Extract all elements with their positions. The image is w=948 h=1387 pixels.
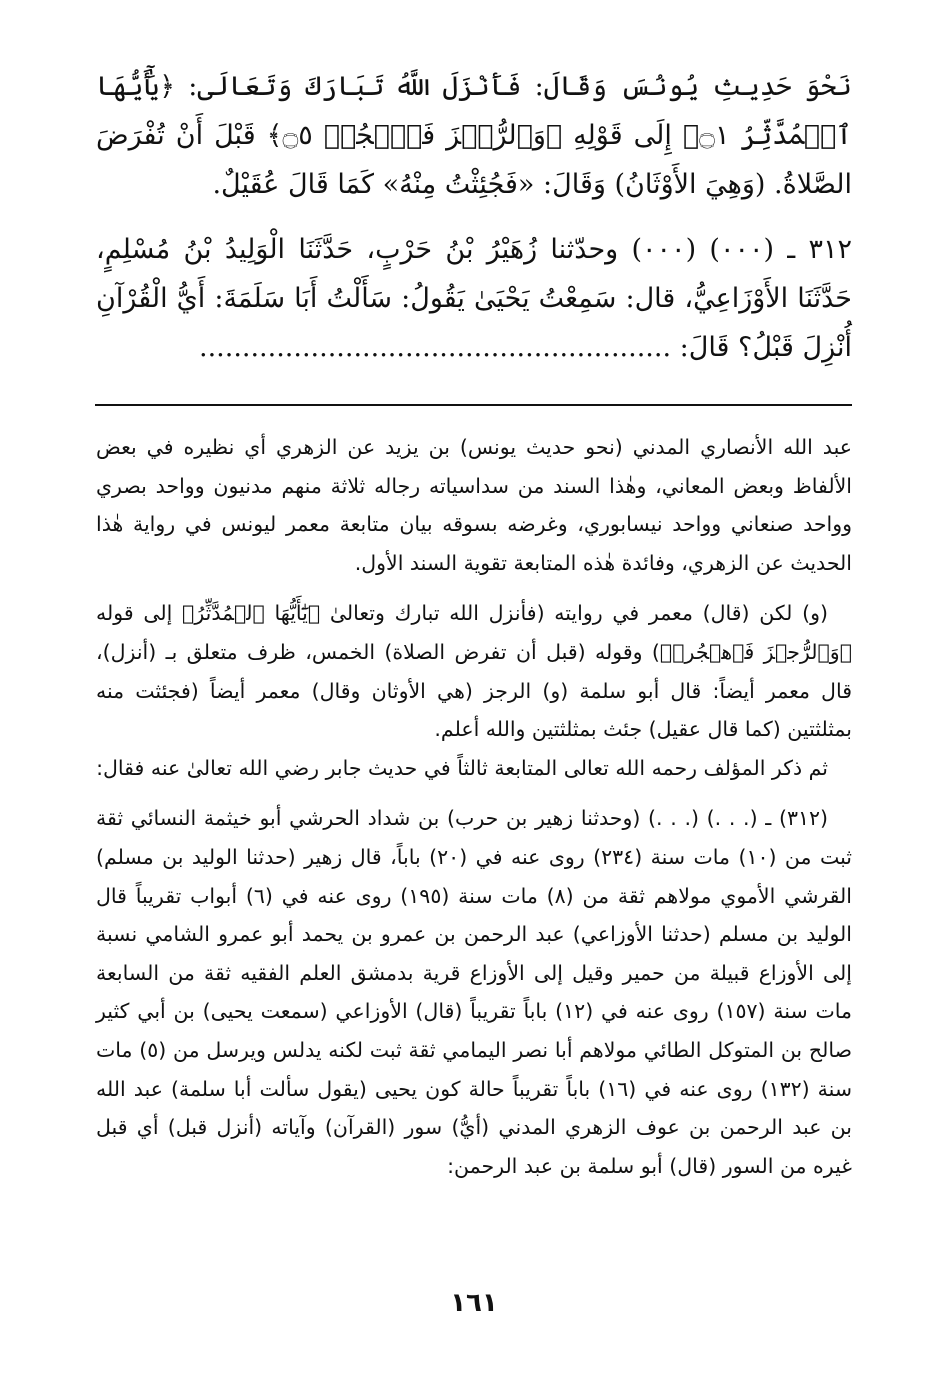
footnote-divider: [95, 404, 852, 406]
continuation-dots: .......................................................: [198, 332, 672, 363]
commentary-paragraph-1: عبد الله الأنصاري المدني (نحو حديث يونس) بن يزيد عن الزهري أي نظيره في بعض الألفاظ وبعض المعاني، وهٰذا السند من سداسياته رجاله ثلاثة منهم مدنيون وواحد بصري وواحد صنعاني وواحد نيسابوري، وغرضه بسوقه بيان متابعة معمر ليونس في رواية هٰذا الحديث عن الزهري، وفائدة هٰذه المتابعة تقوية السند الأول.: [96, 435, 852, 575]
commentary-paragraph-4: (٣١٢) ـ (. . .) (. . .) (وحدثنا زهير بن حرب) بن شداد الحرشي أبو خيثمة النسائي ثقة ثبت من (١٠) مات سنة (٢٣٤) روى عنه في (٢٠) باباً، قال زهير (حدثنا الوليد بن مسلم) القرشي الأموي مولاهم ثقة من (٨) مات سنة (١٩٥) روى عنه في (٦) أبواب تقريباً قال الوليد بن مسلم (حدثنا الأوزاعي) عبد الرحمن بن عمرو بن يحمد أبو عمرو الشامي نسبة إلى الأوزاع قبيلة من حمير وقيل إلى الأوزاع قرية بدمشق العلم الفقيه ثقة من السابعة مات سنة (١٥٧) روى عنه في (١٢) باباً تقريباً (قال) الأوزاعي (سمعت يحيى) بن أبي كثير صالح بن المتوكل الطائي مولاهم أبا نصر اليمامي ثقة ثبت لكنه يدلس ويرسل من (٥) مات سنة (١٣٢) روى عنه في (١٦) باباً تقريباً حالة كون يحيى (يقول سألت أبا سلمة) عبد الله بن عبد الرحمن بن عوف الزهري المدني (أيُّ) سور (القرآن) وآياته (أنزل قبل) أي قبل غيره من السور (قال) أبو سلمة بن عبد الرحمن:: [96, 806, 852, 1178]
hadith-paragraph-2-text: ٣١٢ ـ (٠٠٠) (٠٠٠) وحدّثنا زُهَيْرُ بْنُ حَرْبٍ، حَدَّثَنَا الْوَلِيدُ بْنُ مُسْلِمٍ، حَدَّثَنَا الأَوْزَاعِيُّ، قال: سَمِعْتُ يَحْيَىٰ يَقُولُ: سَأَلْتُ أَبَا سَلَمَةَ: أَيُّ الْقُرْآنِ أُنْزِلَ قَبْلُ؟ قَالَ:: [96, 234, 853, 363]
hadith-text: [96, 62, 852, 372]
commentary-paragraph-3: ثم ذكر المؤلف رحمه الله تعالى المتابعة ثالثاً في حديث جابر رضي الله تعالىٰ عنه فقال:: [96, 755, 828, 780]
commentary-paragraph-2: (و) لكن (قال) معمر في روايته (فأنزل الله تبارك وتعالىٰ ﴿يَٰٓأَيُّهَا ٱلۡمُدَّثِّرُ﴾ إلى قوله ﴿وَٱلرُّجۡزَ فَٱهۡجُرۡ﴾) وقوله (قبل أن تفرض الصلاة) الخمس، ظرف متعلق بـ (أنزل)، قال معمر أيضاً: قال أبو سلمة (و) الرجز (هي الأوثان وقال) معمر أيضاً (فجئثت منه بمثلثتين (كما قال عقيل) جئث بمثلثتين والله أعلم.: [96, 601, 852, 742]
commentary-text: [96, 428, 852, 1185]
page-number: ١٦١: [450, 1288, 498, 1318]
hadith-paragraph-2: [96, 225, 852, 372]
hadith-paragraph-1: نَحْوَ حَدِيثِ يُونُسَ وَقَالَ: فَأَنْزَلَ اللَّهُ تَبَارَكَ وَتَعَالَى: ﴿يَٰٓأَيُّهَا ٱلۡمُدَّثِّرُ ۝١﴾ إِلَى قَوْلِهِ ﴿وَٱلرُّجۡزَ فَٱهۡجُرۡ ۝٥﴾ قَبْلَ أَنْ تُفْرَضَ الصَّلاةُ. (وَهِيَ الأَوْثَانُ) وَقَالَ: «فَجُئِثْتُ مِنْهُ» كَمَا قَالَ عُقَيْلٌ.: [96, 71, 853, 200]
